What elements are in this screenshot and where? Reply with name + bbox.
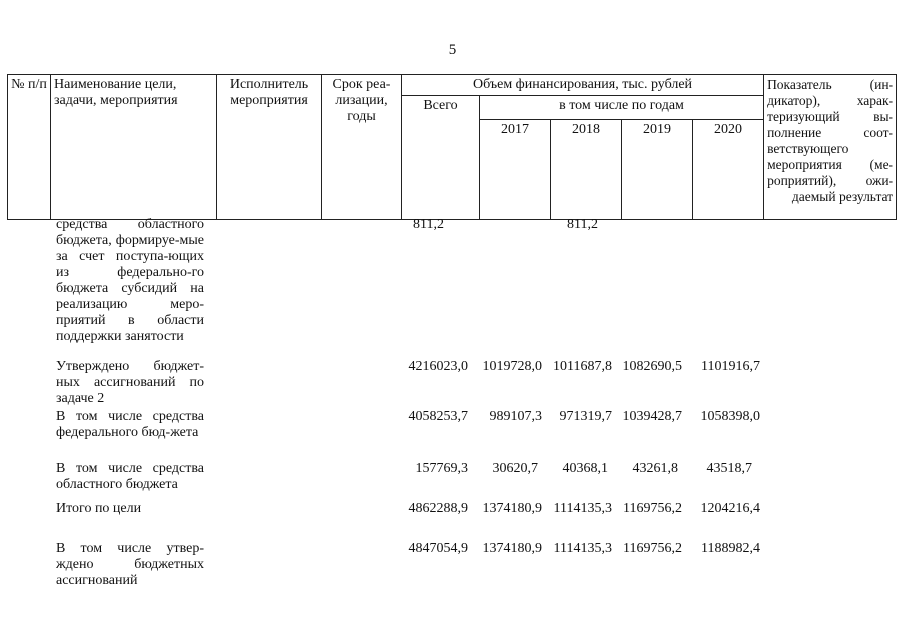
row-y2017: 30620,7: [492, 461, 538, 476]
row-total: 4216023,0: [408, 359, 468, 374]
page-number: 5: [448, 42, 457, 58]
row-y2020: 1204216,4: [700, 501, 760, 516]
header-year-2018: 2018: [551, 120, 622, 220]
row-name: Итого по цели: [56, 501, 142, 516]
row-y2017: 989107,3: [489, 409, 542, 424]
row-y2018: 1114135,3: [553, 501, 612, 516]
row-y2020: 43518,7: [706, 461, 752, 476]
header-year-2017: 2017: [480, 120, 551, 220]
row-y2017: 1374180,9: [482, 541, 542, 556]
row-total: 157769,3: [415, 461, 468, 476]
row-y2018: 1011687,8: [553, 359, 612, 374]
header-funding: Объем финансирования, тыс. рублей: [402, 75, 764, 96]
row-name: Утверждено бюджет-ных ассигнований по задаче 2: [56, 359, 204, 406]
row-y2020: 1188982,4: [701, 541, 760, 556]
row-total: 4058253,7: [408, 409, 468, 424]
row-total: 4862288,9: [408, 501, 468, 516]
row-name: В том числе средства областного бюджета: [56, 461, 204, 492]
row-name: средства областного бюджета, формируе-мые за счет поступа-ющих из федерально-го бюджета субсидий на реализацию меро-приятий в области поддержки занятости: [56, 217, 204, 344]
header-year-2020: 2020: [693, 120, 764, 220]
header-total: Всего: [402, 96, 480, 220]
row-y2020: 1058398,0: [700, 409, 760, 424]
row-y2020: 1101916,7: [701, 359, 760, 374]
header-indicator: Показатель (ин-дикатор), харак-теризующий вы-полнение соот-ветствующего мероприятия (ме-роприятий), ожи-даемый результат: [764, 75, 897, 220]
header-executor: Исполнитель мероприятия: [217, 75, 322, 220]
row-name: В том числе утвер-ждено бюджетных ассигнований: [56, 541, 204, 588]
row-total: 811,2: [413, 217, 444, 232]
row-y2019: 1169756,2: [623, 501, 682, 516]
row-y2019: 1039428,7: [622, 409, 682, 424]
row-y2018: 971319,7: [559, 409, 612, 424]
row-name: В том числе средства федерального бюд-жета: [56, 409, 204, 440]
row-y2018: 1114135,3: [553, 541, 612, 556]
header-num: № п/п: [8, 75, 51, 220]
row-total: 4847054,9: [408, 541, 468, 556]
header-term: Срок реа-лизации, годы: [322, 75, 402, 220]
row-y2019: 43261,8: [632, 461, 678, 476]
row-y2017: 1019728,0: [482, 359, 542, 374]
row-y2018: 40368,1: [562, 461, 608, 476]
header-year-2019: 2019: [622, 120, 693, 220]
header-name: Наименование цели, задачи, мероприятия: [51, 75, 217, 220]
row-y2018: 811,2: [567, 217, 598, 232]
header-by-years: в том числе по годам: [480, 96, 764, 120]
table-header: [7, 74, 897, 220]
row-y2017: 1374180,9: [482, 501, 542, 516]
row-y2019: 1082690,5: [622, 359, 682, 374]
row-y2019: 1169756,2: [623, 541, 682, 556]
